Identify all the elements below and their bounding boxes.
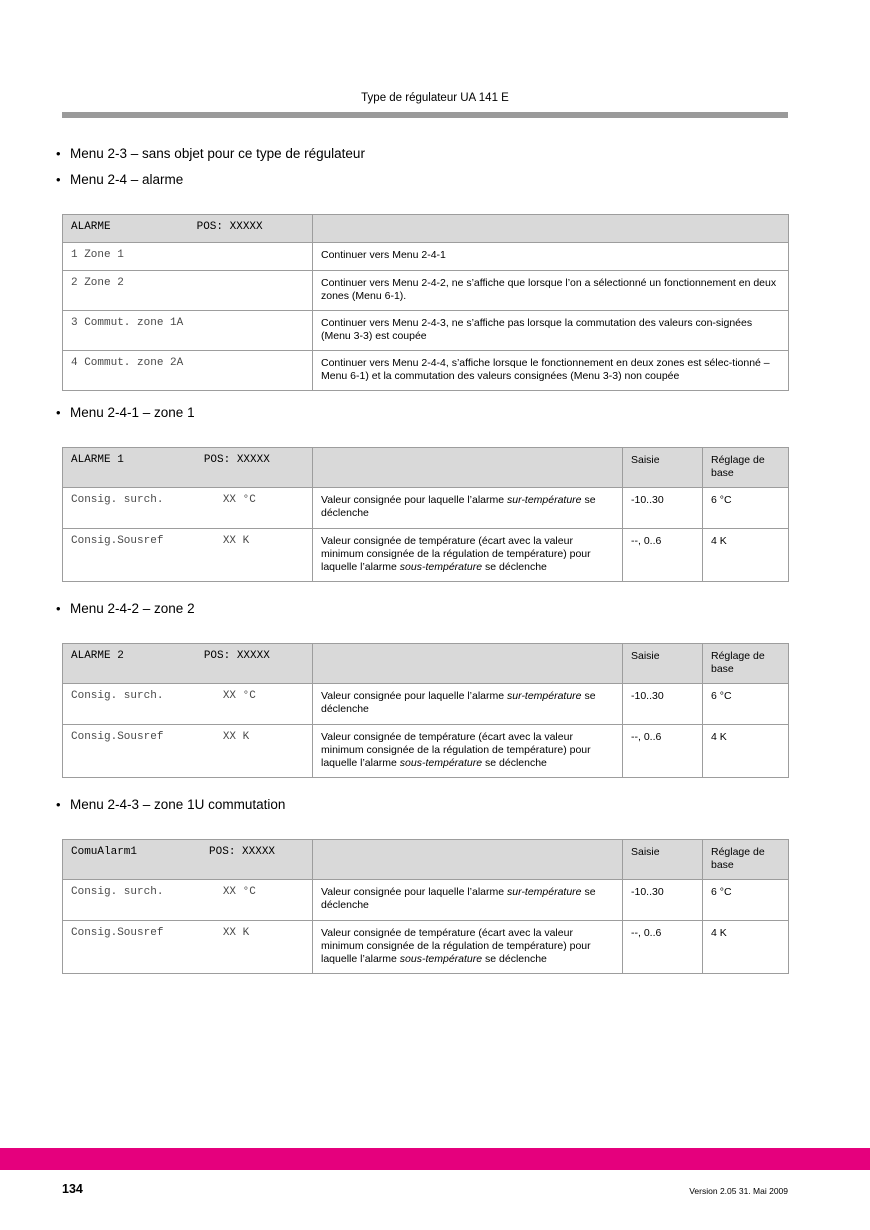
row-desc: Continuer vers Menu 2-4-4, s’affiche lorsque le fonctionnement en deux zones est sélec-tionné –Menu 6-1) et la commutation des valeurs consignées (Menu 3-3) non coupée xyxy=(313,351,789,391)
desc-post: se déclenche xyxy=(482,756,547,769)
table-row xyxy=(63,351,789,391)
header-pos-label: POS: XXXXX xyxy=(203,650,270,662)
table-alarme1-header-saisie: Saisie xyxy=(623,448,703,488)
desc-post: se déclenche xyxy=(482,952,547,965)
table-alarme2-header-desc xyxy=(313,644,623,684)
table-alarme2-header-code xyxy=(63,644,313,684)
table-header-row xyxy=(63,215,789,243)
header-rule xyxy=(62,112,788,118)
desc-pre: Valeur consignée de température (écart avec la valeur minimum consignée de la régulation de température) pour laquelle l’alarme xyxy=(321,730,591,769)
table-row xyxy=(63,528,789,581)
table-alarme1-header-code xyxy=(63,448,313,488)
row-code: Consig.Sousref XX K xyxy=(63,528,313,581)
bullet-dot-icon: • xyxy=(56,146,61,161)
bullet-menu-2-4-1 xyxy=(56,405,195,420)
row-code: 4 Commut. zone 2A xyxy=(63,351,313,391)
bullet-text: Menu 2-4-3 – zone 1U commutation xyxy=(70,797,286,812)
row-saisie: --, 0..6 xyxy=(623,528,703,581)
desc-post: se déclenche xyxy=(321,690,596,716)
table-alarme-header-code xyxy=(63,215,313,243)
desc-post: se déclenche xyxy=(321,494,596,520)
desc-emphasis: sur-température xyxy=(507,690,582,703)
desc-emphasis: sous-température xyxy=(399,756,483,769)
table-header-row xyxy=(63,644,789,684)
row-reglage: 4 K xyxy=(703,724,789,777)
bullet-dot-icon: • xyxy=(56,405,61,420)
row-reglage: 6 °C xyxy=(703,684,789,724)
desc-pre: Valeur consignée pour laquelle l’alarme xyxy=(321,494,508,507)
desc-pre: Valeur consignée de température (écart avec la valeur minimum consignée de la régulation de température) pour laquelle l’alarme xyxy=(321,534,591,573)
bullet-menu-2-4-2 xyxy=(56,601,195,616)
table-comualarm1-header-reglage: Réglage de base xyxy=(703,840,789,880)
bullet-menu-2-4-3 xyxy=(56,797,285,812)
table-row xyxy=(63,310,789,350)
bullet-text: Menu 2-4-2 – zone 2 xyxy=(70,601,195,616)
table-comualarm1-header-saisie: Saisie xyxy=(623,840,703,880)
table-alarme1-header-desc xyxy=(313,448,623,488)
table-row xyxy=(63,488,789,528)
row-saisie: --, 0..6 xyxy=(623,920,703,973)
row-code: 2 Zone 2 xyxy=(63,270,313,310)
table-row xyxy=(63,880,789,920)
row-desc xyxy=(313,880,623,920)
row-desc xyxy=(313,528,623,581)
row-reglage: 4 K xyxy=(703,528,789,581)
row-reglage: 6 °C xyxy=(703,880,789,920)
row-desc xyxy=(313,684,623,724)
header-left-label: ALARME 2 xyxy=(71,650,124,662)
footer-version: Version 2.05 31. Mai 2009 xyxy=(689,1186,788,1196)
table-comualarm1-header-desc xyxy=(313,840,623,880)
bullet-menu-2-4 xyxy=(56,172,183,187)
header-left-label: ComuAlarm1 xyxy=(71,846,138,858)
row-desc: Continuer vers Menu 2-4-2, ne s’affiche que lorsque l’on a sélectionné un fonctionnement en deux zones (Menu 6-1). xyxy=(313,270,789,310)
table-row xyxy=(63,920,789,973)
page-number: 134 xyxy=(62,1182,83,1196)
bullet-dot-icon: • xyxy=(56,797,61,812)
bullet-text: Menu 2-4-1 – zone 1 xyxy=(70,405,195,420)
row-saisie: -10..30 xyxy=(623,488,703,528)
table-row xyxy=(63,242,789,270)
desc-emphasis: sur-température xyxy=(507,886,582,899)
bullet-menu-2-3 xyxy=(56,146,365,161)
table-header-row xyxy=(63,840,789,880)
bullet-text: Menu 2-3 – sans objet pour ce type de régulateur xyxy=(70,146,365,161)
row-saisie: --, 0..6 xyxy=(623,724,703,777)
bullet-text: Menu 2-4 – alarme xyxy=(70,172,184,187)
header-pos-label: POS: XXXXX xyxy=(203,454,270,466)
desc-emphasis: sous-température xyxy=(399,952,483,965)
desc-emphasis: sur-température xyxy=(507,494,582,507)
row-code: Consig. surch. XX °C xyxy=(63,684,313,724)
desc-pre: Valeur consignée pour laquelle l’alarme xyxy=(321,886,508,899)
table-alarme-header-desc xyxy=(313,215,789,243)
page-header-title: Type de régulateur UA 141 E xyxy=(361,92,509,104)
header-left-label: ALARME 1 xyxy=(71,454,124,466)
table-alarme-1 xyxy=(62,447,789,582)
row-desc xyxy=(313,488,623,528)
bullet-dot-icon: • xyxy=(56,172,61,187)
desc-post: se déclenche xyxy=(321,886,596,912)
desc-pre: Valeur consignée de température (écart avec la valeur minimum consignée de la régulation de température) pour laquelle l’alarme xyxy=(321,926,591,965)
row-desc: Continuer vers Menu 2-4-1 xyxy=(313,242,789,270)
table-row xyxy=(63,270,789,310)
row-code: Consig.Sousref XX K xyxy=(63,920,313,973)
row-code: 3 Commut. zone 1A xyxy=(63,310,313,350)
desc-post: se déclenche xyxy=(482,560,547,573)
table-row xyxy=(63,684,789,724)
row-saisie: -10..30 xyxy=(623,684,703,724)
header-left-label: ALARME xyxy=(71,221,111,233)
row-desc xyxy=(313,724,623,777)
row-saisie: -10..30 xyxy=(623,880,703,920)
table-alarme1-header-reglage: Réglage de base xyxy=(703,448,789,488)
table-alarme-2 xyxy=(62,643,789,778)
row-desc xyxy=(313,920,623,973)
table-header-row xyxy=(63,448,789,488)
table-comualarm1-header-code xyxy=(63,840,313,880)
table-alarme2-header-reglage: Réglage de base xyxy=(703,644,789,684)
table-row xyxy=(63,724,789,777)
row-reglage: 6 °C xyxy=(703,488,789,528)
table-comualarm1 xyxy=(62,839,789,974)
table-alarme2-header-saisie: Saisie xyxy=(623,644,703,684)
desc-emphasis: sous-température xyxy=(399,560,483,573)
row-desc: Continuer vers Menu 2-4-3, ne s’affiche pas lorsque la commutation des valeurs con-signées (Menu 3-3) est coupée xyxy=(313,310,789,350)
row-code: 1 Zone 1 xyxy=(63,242,313,270)
table-alarme xyxy=(62,214,789,391)
row-code: Consig. surch. XX °C xyxy=(63,880,313,920)
row-code: Consig.Sousref XX K xyxy=(63,724,313,777)
row-code: Consig. surch. XX °C xyxy=(63,488,313,528)
row-reglage: 4 K xyxy=(703,920,789,973)
header-pos-label: POS: XXXXX xyxy=(209,846,276,858)
footer-color-bar xyxy=(0,1148,870,1170)
header-pos-label: POS: XXXXX xyxy=(196,221,263,233)
bullet-dot-icon: • xyxy=(56,601,61,616)
desc-pre: Valeur consignée pour laquelle l’alarme xyxy=(321,690,508,703)
